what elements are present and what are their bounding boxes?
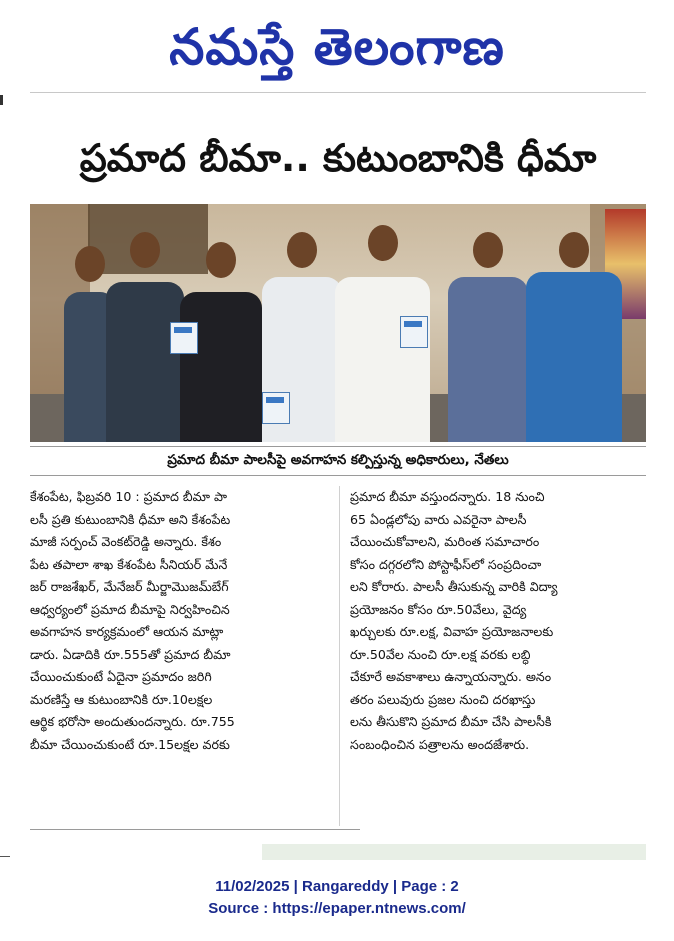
adjacent-article-fragment [262, 844, 646, 860]
article-line: కోసం దగ్గరలోని పోస్టాఫీస్‌లో సంప్రదించా [350, 556, 542, 572]
article-line: బీమా చేయించుకుంటే రూ.15లక్షల వరకు [30, 736, 230, 752]
article-line: కేశంపేట, ఫిబ్రవరి 10 : ప్రమాద బీమా పా [30, 489, 227, 504]
article-line: లని కోరారు. పాలసీ తీసుకున్న వారికి విద్యా [350, 579, 558, 594]
policy-leaflet [170, 322, 198, 354]
photo-caption: ప్రమాద బీమా పాలసీపై అవగాహన కల్పిస్తున్న అధికారులు, నేతలు [167, 452, 509, 468]
masthead-title: నమస్తే తెలంగాణ [169, 18, 505, 76]
article-column-right [350, 486, 646, 756]
footer-source: Source : https://epaper.ntnews.com/ [208, 900, 466, 917]
photo-person [448, 222, 528, 442]
footer-date-edition: 11/02/2025 | Rangareddy | Page : 2 [215, 878, 459, 895]
article-line: పేట తపాలా శాఖ కేశంపేట సీనియర్ మేనే [30, 556, 228, 572]
article-line: ఆర్థిక భరోసా అందుతుందన్నారు. రూ.755 [30, 714, 235, 729]
article-line: ప్రయోజనం కోసం రూ.50వేలు, వైద్య [350, 601, 527, 617]
article-line: లను తీసుకొని ప్రమాద బీమా చేసి పాలసీకి [350, 714, 552, 729]
article-end-rule [30, 829, 360, 830]
article-line: డారు. ఏడాదికి రూ.555తో ప్రమాద బీమా [30, 646, 231, 662]
masthead-divider [30, 92, 646, 93]
policy-leaflet [262, 392, 290, 424]
article-line: చేయించుకుంటే ఏదైనా ప్రమాదం జరిగి [30, 669, 212, 684]
article-line: ఖర్చులకు రూ.లక్ష, వివాహ ప్రయోజనాలకు [350, 624, 554, 639]
article-line: సంబంధించిన పత్రాలను అందజేశారు. [350, 736, 530, 752]
page-edge-mark [0, 95, 3, 105]
column-divider [339, 486, 340, 826]
article-line: అవగాహన కార్యక్రమంలో ఆయన మాట్లా [30, 624, 224, 639]
article-photo [30, 204, 646, 442]
article-line: చేకూరే అవకాశాలు ఉన్నాయన్నారు. అనం [350, 669, 552, 684]
photo-person [526, 222, 622, 442]
article-column-left [30, 486, 328, 756]
clipping-footer [0, 876, 674, 920]
article-line: మాజీ సర్పంచ్ వెంకట్‌రెడ్డి అన్నారు. కేశం [30, 534, 222, 549]
article-line: ఆధ్వర్యంలో ప్రమాద బీమాపై నిర్వహించిన [30, 601, 230, 617]
article-line: రూ.50వేల నుంచి రూ.లక్ష వరకు లబ్ధి [350, 646, 531, 662]
policy-leaflet [400, 316, 428, 348]
headline: ప్రమాద బీమా.. కుటుంబానికి ధీమా [79, 136, 597, 180]
article-line: జర్ రాజశేఖర్, మేనేజర్ మీర్జామొజమ్‌బేగ్ [30, 579, 229, 594]
article-line: ప్రమాద బీమా వస్తుందన్నారు. 18 నుంచి [350, 489, 545, 504]
article-line: తరం పలువురు ప్రజల నుంచి దరఖాస్తు [350, 691, 536, 707]
article-line: 65 ఏండ్లలోపు వారు ఎవరైనా పాలసీ [350, 511, 527, 527]
article-line: మరణిస్తే ఆ కుటుంబానికి రూ.10లక్షల [30, 691, 213, 707]
article-line: చేయించుకోవాలని, మరింత సమాచారం [350, 534, 540, 549]
article-line: లసీ ప్రతి కుటుంబానికి ధీమా అని కేశంపేట [30, 511, 231, 527]
